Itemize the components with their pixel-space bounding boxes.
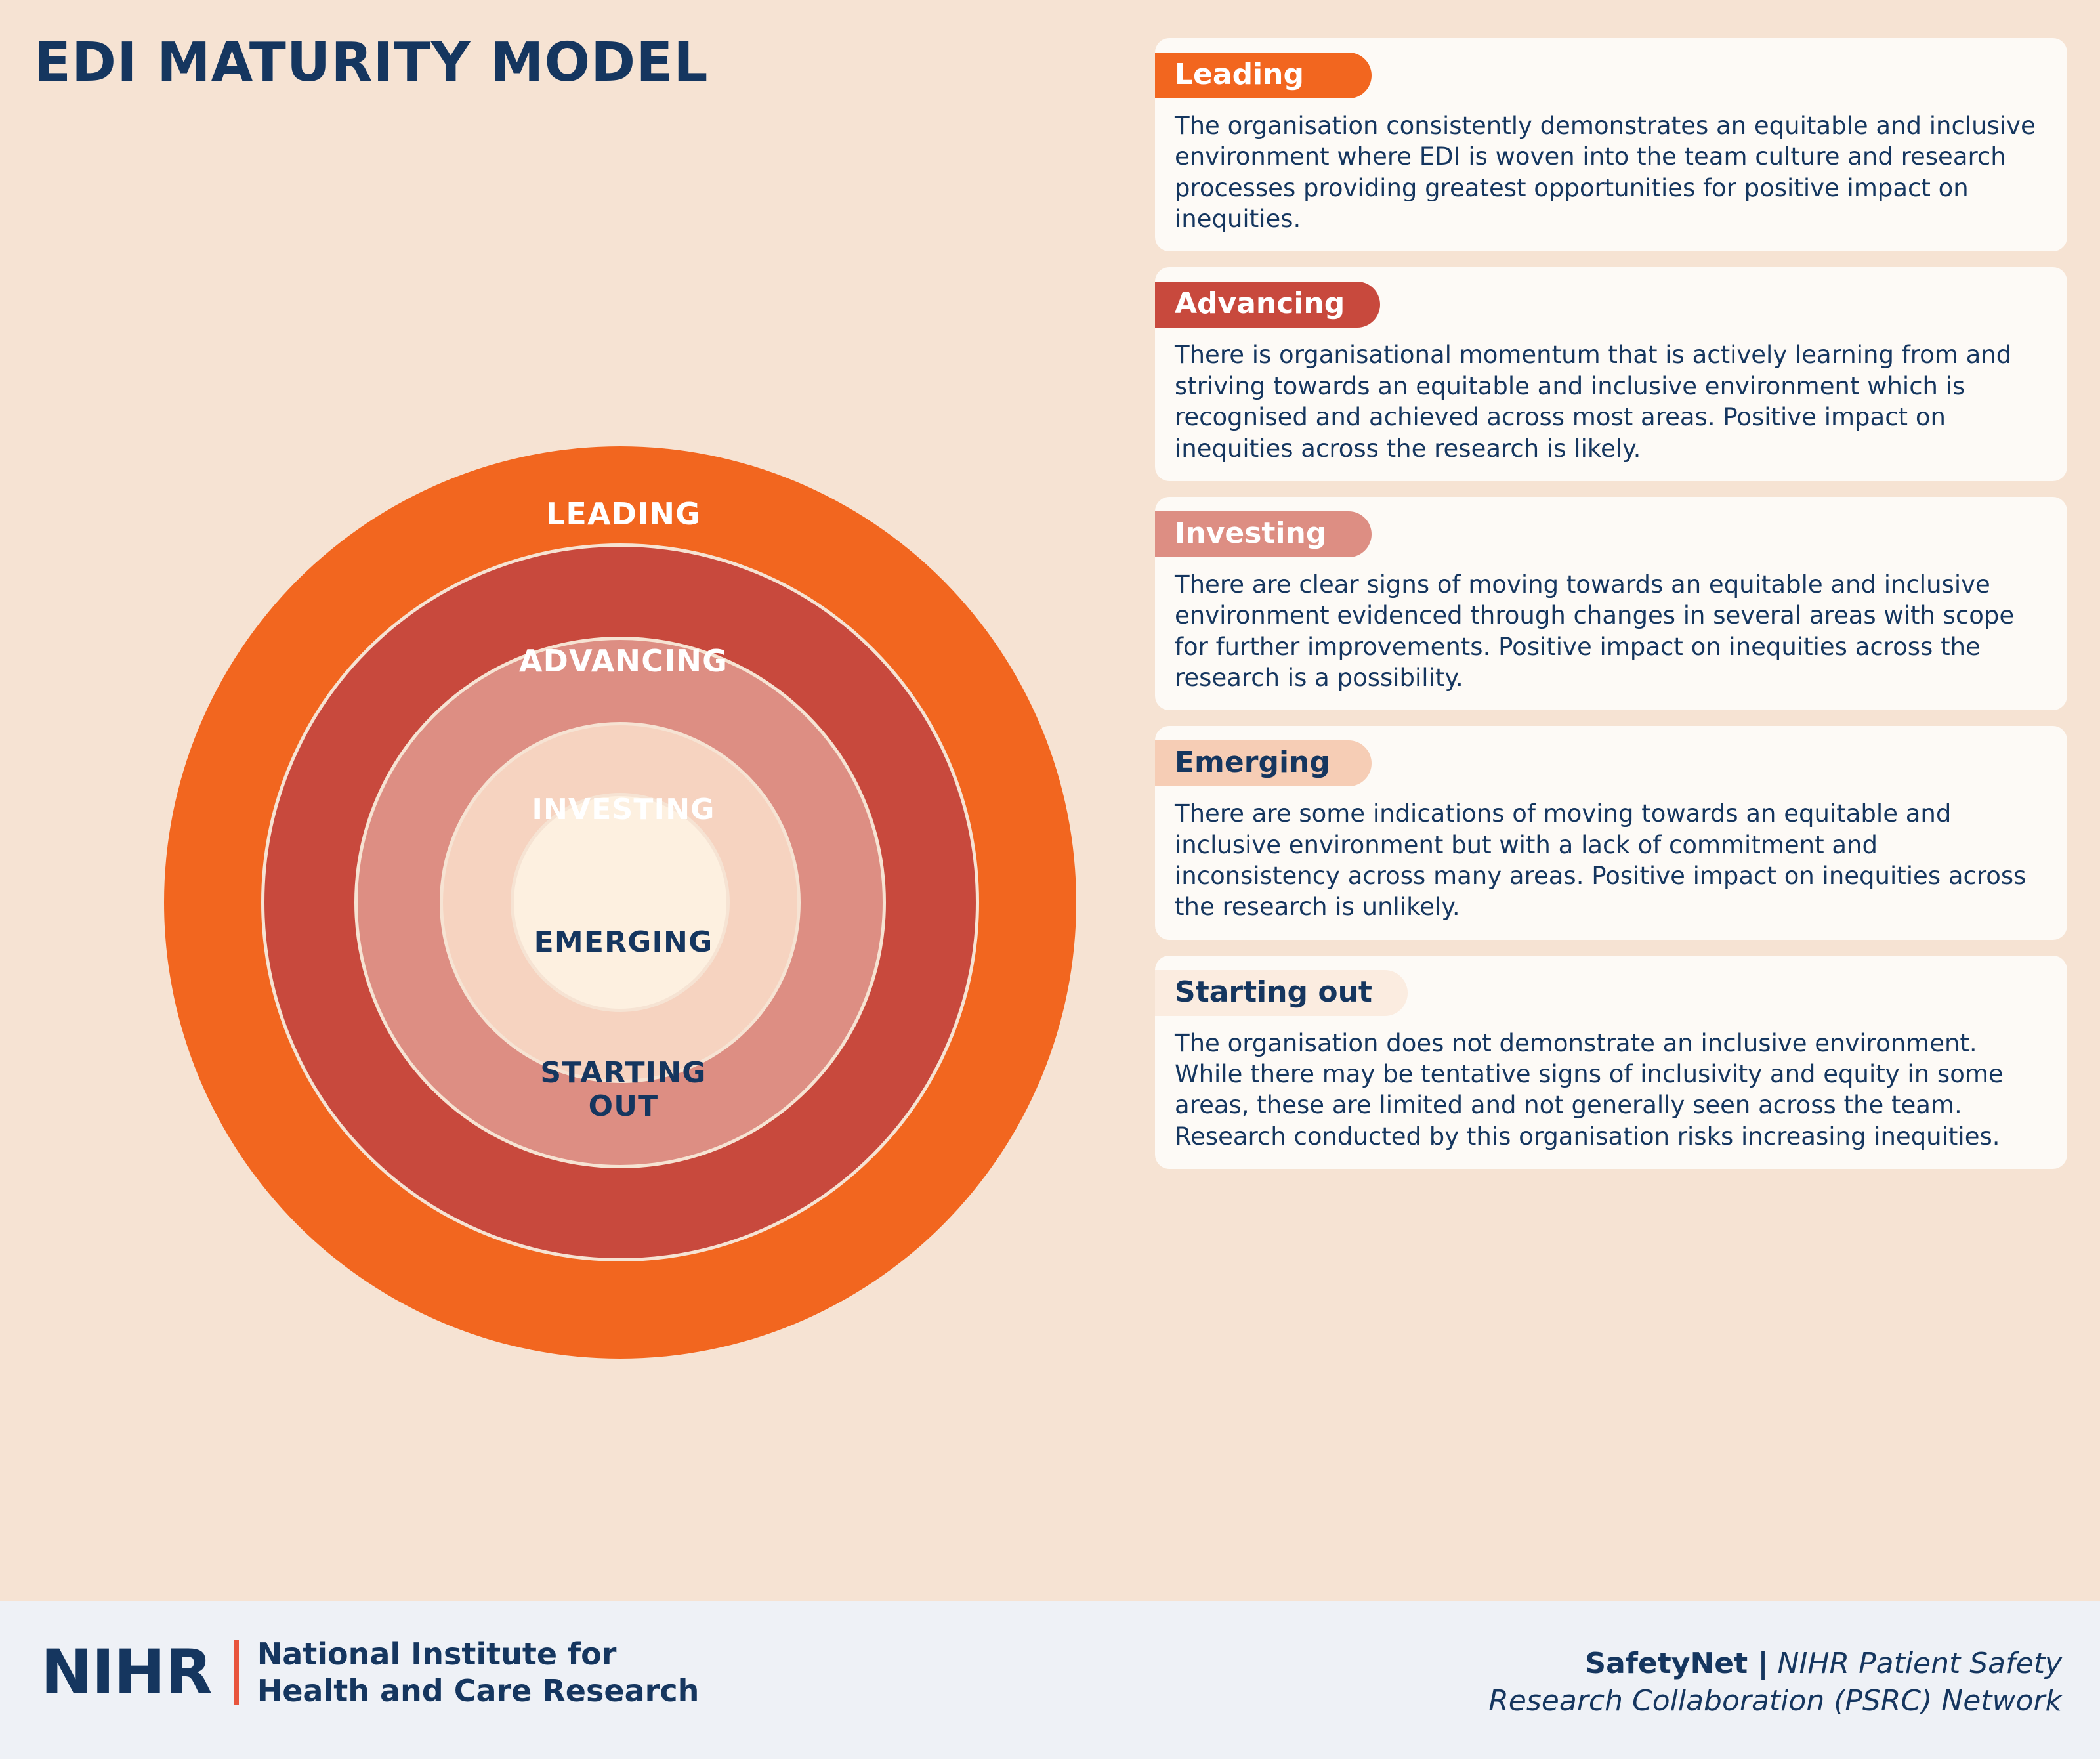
ring-label-starting-out-line1: STARTING: [540, 1056, 707, 1090]
level-pill-starting-out: Starting out: [1155, 970, 1408, 1016]
level-card-list: [1155, 38, 2067, 1185]
logo-divider: [234, 1640, 239, 1705]
safetynet-credit-line1: [1488, 1645, 2062, 1682]
level-pill-advancing: Advancing: [1155, 282, 1380, 328]
level-description-leading: The organisation consistently demonstrates an equitable and inclusive environment where EDI is woven into the team culture and research processes providing greatest opportunities for positive impact on inequities.: [1175, 112, 2036, 234]
level-card-investing: [1155, 497, 2067, 710]
ring-label-emerging: EMERGING: [534, 925, 713, 959]
safetynet-credit-line2: Research Collaboration (PSRC) Network: [1488, 1684, 2062, 1718]
level-pill-emerging: Emerging: [1155, 740, 1372, 786]
level-card-starting-out: [1155, 956, 2067, 1169]
level-description-starting-out: The organisation does not demonstrate an inclusive environment. While there may be tentative signs of inclusivity and equity in some areas, these are limited and not generally seen across the team. Research conducted by this organisation risks increasing inequities.: [1175, 1028, 2004, 1151]
level-card-emerging: [1155, 726, 2067, 939]
level-card-advancing: [1155, 267, 2067, 480]
safetynet-label: SafetyNet |: [1585, 1647, 1769, 1680]
nihr-full-name-line1: National Institute for: [257, 1636, 617, 1672]
level-description-advancing: There is organisational momentum that is actively learning from and striving towards an equitable and inclusive environment which is recognised and achieved across most areas. Positive impact on inequities across the research is likely.: [1175, 341, 2012, 463]
safetynet-credit: [1488, 1645, 2062, 1720]
nihr-logo: [41, 1636, 699, 1709]
ring-label-starting-out: [164, 1057, 1083, 1123]
level-pill-leading: Leading: [1155, 53, 1372, 98]
maturity-circles-diagram: [164, 446, 1083, 1365]
level-description-emerging: There are some indications of moving towards an equitable and inclusive environment but with a lack of commitment and inconsistency across many areas. Positive impact on inequities across the research is unlikely.: [1175, 799, 2026, 922]
nihr-wordmark: NIHR: [41, 1636, 212, 1708]
nihr-full-name: [257, 1636, 700, 1709]
nihr-full-name-line2: Health and Care Research: [257, 1673, 700, 1709]
level-description-investing: There are clear signs of moving towards an equitable and inclusive environment evidenced through changes in several areas with scope for further improvements. Positive impact on inequities across the research is a possibility.: [1175, 570, 2015, 692]
level-card-leading: [1155, 38, 2067, 251]
ring-label-advancing: ADVANCING: [518, 643, 728, 679]
safetynet-subtitle: NIHR Patient Safety: [1768, 1647, 2062, 1680]
ring-label-investing: INVESTING: [532, 793, 715, 826]
ring-label-starting-out-line2: OUT: [588, 1089, 659, 1123]
footer-bar: [0, 1601, 2100, 1759]
ring-label-leading: LEADING: [545, 496, 702, 532]
level-pill-investing: Investing: [1155, 511, 1372, 557]
page-title: EDI MATURITY MODEL: [34, 32, 709, 94]
